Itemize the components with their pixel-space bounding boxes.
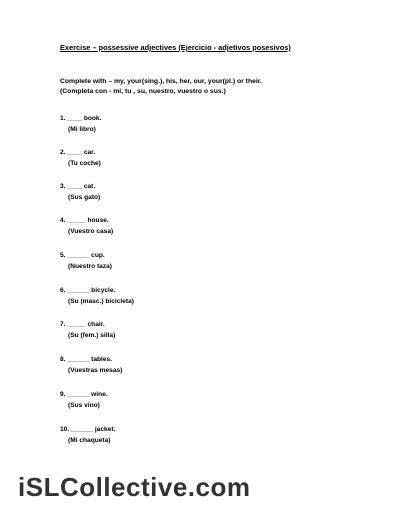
item-sentence: 7. _____ chair. — [60, 321, 105, 328]
exercise-item — [60, 182, 100, 203]
instructions-english: Complete with – my, your(sing.), his, her, our, your(pl.) or their. — [60, 78, 262, 85]
item-hint: (Sus vino) — [68, 401, 100, 409]
worksheet-title: Exercise – possessive adjectives (Ejercicio - adjetivos posesivos) — [60, 43, 291, 52]
item-hint: (Tu coche) — [68, 159, 101, 167]
item-sentence: 2. ____ car. — [60, 149, 96, 156]
item-hint: (Su (fem.) silla) — [68, 331, 116, 339]
exercise-item — [60, 286, 134, 307]
watermark-logo: iSLCollective.com — [18, 472, 251, 502]
item-hint: (Sus gato) — [68, 193, 101, 201]
item-hint: (Mi libro) — [68, 125, 96, 133]
item-hint: (Nuestro taza) — [68, 262, 112, 270]
exercise-item — [60, 216, 113, 237]
item-sentence: 4. _____ house. — [60, 217, 109, 224]
exercise-item — [60, 148, 101, 169]
item-sentence: 8. ______ tables. — [60, 356, 113, 363]
item-sentence: 10. ______ jacket. — [60, 426, 116, 433]
item-hint: (Mi chaqueta) — [68, 436, 111, 444]
exercise-item — [60, 425, 115, 446]
instructions-spanish: (Completa con - mi, tu , su, nuestro, vuestro o sus.) — [60, 88, 226, 95]
item-sentence: 3. ____ cat. — [60, 183, 96, 190]
item-sentence: 1. ____ book. — [60, 115, 102, 122]
exercise-item — [60, 320, 115, 341]
item-hint: (Su (masc.) bicicleta) — [68, 297, 134, 305]
exercise-item — [60, 355, 122, 376]
exercise-item — [60, 390, 108, 411]
item-sentence: 9. ______ wine. — [60, 391, 108, 398]
item-hint: (Vuestras mesas) — [68, 366, 123, 374]
item-sentence: 5. ______ cup. — [60, 252, 105, 259]
item-sentence: 6. ______ bicycle. — [60, 287, 116, 294]
exercise-item — [60, 251, 112, 272]
exercise-item — [60, 114, 101, 135]
item-hint: (Vuestro casa) — [68, 227, 114, 235]
